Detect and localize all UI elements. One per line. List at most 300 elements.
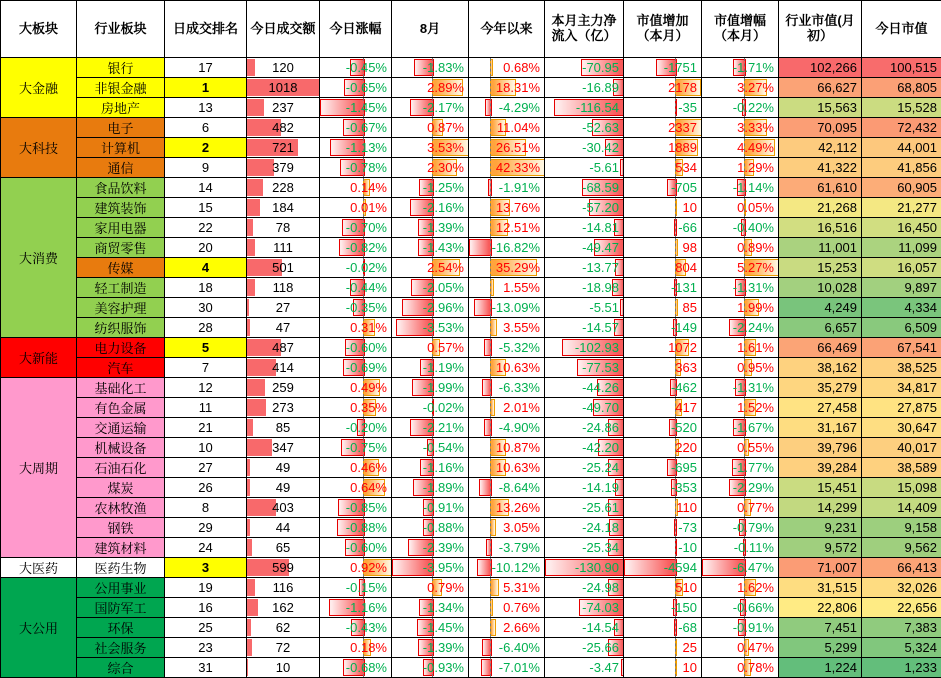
industry-cell[interactable]: 基础化工 bbox=[77, 378, 165, 398]
col-header-ytd-pct[interactable]: 今年以来 bbox=[469, 1, 545, 58]
mcap-today-cell[interactable] bbox=[862, 398, 941, 418]
mcap-today-cell[interactable] bbox=[862, 418, 941, 438]
ytd-pct-cell[interactable] bbox=[469, 438, 545, 458]
mcap-change-pct-cell[interactable] bbox=[702, 318, 779, 338]
industry-cell[interactable]: 银行 bbox=[77, 58, 165, 78]
volume-cell[interactable] bbox=[247, 318, 320, 338]
aug-pct-cell[interactable] bbox=[392, 58, 469, 78]
inflow-cell[interactable] bbox=[545, 158, 624, 178]
mcap-start-cell[interactable] bbox=[779, 158, 862, 178]
rank-cell[interactable]: 23 bbox=[165, 638, 247, 658]
inflow-cell[interactable] bbox=[545, 538, 624, 558]
ytd-pct-cell[interactable] bbox=[469, 318, 545, 338]
volume-cell[interactable] bbox=[247, 258, 320, 278]
inflow-cell[interactable] bbox=[545, 258, 624, 278]
ytd-pct-cell[interactable] bbox=[469, 518, 545, 538]
mcap-change-pct-cell[interactable] bbox=[702, 458, 779, 478]
inflow-cell[interactable] bbox=[545, 198, 624, 218]
mcap-today-cell[interactable] bbox=[862, 378, 941, 398]
ytd-pct-cell[interactable] bbox=[469, 398, 545, 418]
mcap-today-cell[interactable] bbox=[862, 458, 941, 478]
aug-pct-cell[interactable] bbox=[392, 458, 469, 478]
mcap-change-pct-cell[interactable] bbox=[702, 658, 779, 678]
volume-cell[interactable] bbox=[247, 418, 320, 438]
aug-pct-cell[interactable] bbox=[392, 178, 469, 198]
industry-cell[interactable]: 食品饮料 bbox=[77, 178, 165, 198]
volume-cell[interactable] bbox=[247, 278, 320, 298]
sector-cell[interactable]: 大金融 bbox=[1, 58, 77, 118]
mcap-change-cell[interactable] bbox=[624, 598, 702, 618]
today-pct-cell[interactable] bbox=[320, 518, 392, 538]
rank-cell[interactable]: 4 bbox=[165, 258, 247, 278]
mcap-change-cell[interactable] bbox=[624, 218, 702, 238]
ytd-pct-cell[interactable] bbox=[469, 198, 545, 218]
rank-cell[interactable]: 17 bbox=[165, 58, 247, 78]
industry-cell[interactable]: 计算机 bbox=[77, 138, 165, 158]
volume-cell[interactable] bbox=[247, 138, 320, 158]
ytd-pct-cell[interactable] bbox=[469, 498, 545, 518]
industry-cell[interactable]: 商贸零售 bbox=[77, 238, 165, 258]
today-pct-cell[interactable] bbox=[320, 598, 392, 618]
today-pct-cell[interactable] bbox=[320, 558, 392, 578]
today-pct-cell[interactable] bbox=[320, 378, 392, 398]
rank-cell[interactable]: 19 bbox=[165, 578, 247, 598]
industry-cell[interactable]: 机械设备 bbox=[77, 438, 165, 458]
rank-cell[interactable]: 28 bbox=[165, 318, 247, 338]
mcap-change-cell[interactable] bbox=[624, 98, 702, 118]
today-pct-cell[interactable] bbox=[320, 258, 392, 278]
mcap-start-cell[interactable] bbox=[779, 658, 862, 678]
mcap-change-cell[interactable] bbox=[624, 138, 702, 158]
aug-pct-cell[interactable] bbox=[392, 118, 469, 138]
mcap-today-cell[interactable] bbox=[862, 438, 941, 458]
aug-pct-cell[interactable] bbox=[392, 618, 469, 638]
volume-cell[interactable] bbox=[247, 358, 320, 378]
mcap-change-cell[interactable] bbox=[624, 298, 702, 318]
industry-cell[interactable]: 建筑材料 bbox=[77, 538, 165, 558]
sector-cell[interactable]: 大科技 bbox=[1, 118, 77, 178]
today-pct-cell[interactable] bbox=[320, 658, 392, 678]
mcap-change-cell[interactable] bbox=[624, 278, 702, 298]
mcap-start-cell[interactable] bbox=[779, 118, 862, 138]
aug-pct-cell[interactable] bbox=[392, 518, 469, 538]
mcap-change-cell[interactable] bbox=[624, 418, 702, 438]
mcap-change-cell[interactable] bbox=[624, 638, 702, 658]
ytd-pct-cell[interactable] bbox=[469, 358, 545, 378]
mcap-today-cell[interactable] bbox=[862, 278, 941, 298]
volume-cell[interactable] bbox=[247, 58, 320, 78]
today-pct-cell[interactable] bbox=[320, 498, 392, 518]
mcap-change-cell[interactable] bbox=[624, 238, 702, 258]
today-pct-cell[interactable] bbox=[320, 438, 392, 458]
industry-cell[interactable]: 房地产 bbox=[77, 98, 165, 118]
inflow-cell[interactable] bbox=[545, 578, 624, 598]
col-header-aug-pct[interactable]: 8月 bbox=[392, 1, 469, 58]
mcap-change-pct-cell[interactable] bbox=[702, 178, 779, 198]
volume-cell[interactable] bbox=[247, 98, 320, 118]
ytd-pct-cell[interactable] bbox=[469, 118, 545, 138]
mcap-start-cell[interactable] bbox=[779, 198, 862, 218]
inflow-cell[interactable] bbox=[545, 478, 624, 498]
inflow-cell[interactable] bbox=[545, 318, 624, 338]
rank-cell[interactable]: 10 bbox=[165, 438, 247, 458]
mcap-change-cell[interactable] bbox=[624, 438, 702, 458]
aug-pct-cell[interactable] bbox=[392, 378, 469, 398]
mcap-start-cell[interactable] bbox=[779, 138, 862, 158]
mcap-change-pct-cell[interactable] bbox=[702, 538, 779, 558]
mcap-change-pct-cell[interactable] bbox=[702, 418, 779, 438]
col-header-mcap-today[interactable]: 今日市值 bbox=[862, 1, 941, 58]
inflow-cell[interactable] bbox=[545, 598, 624, 618]
aug-pct-cell[interactable] bbox=[392, 538, 469, 558]
mcap-start-cell[interactable] bbox=[779, 58, 862, 78]
mcap-change-cell[interactable] bbox=[624, 538, 702, 558]
inflow-cell[interactable] bbox=[545, 238, 624, 258]
ytd-pct-cell[interactable] bbox=[469, 58, 545, 78]
mcap-today-cell[interactable] bbox=[862, 258, 941, 278]
inflow-cell[interactable] bbox=[545, 518, 624, 538]
today-pct-cell[interactable] bbox=[320, 298, 392, 318]
mcap-start-cell[interactable] bbox=[779, 578, 862, 598]
aug-pct-cell[interactable] bbox=[392, 318, 469, 338]
mcap-change-pct-cell[interactable] bbox=[702, 578, 779, 598]
rank-cell[interactable]: 3 bbox=[165, 558, 247, 578]
mcap-change-cell[interactable] bbox=[624, 58, 702, 78]
ytd-pct-cell[interactable] bbox=[469, 218, 545, 238]
mcap-change-cell[interactable] bbox=[624, 518, 702, 538]
col-header-rank[interactable]: 日成交排名 bbox=[165, 1, 247, 58]
mcap-today-cell[interactable] bbox=[862, 658, 941, 678]
aug-pct-cell[interactable] bbox=[392, 238, 469, 258]
rank-cell[interactable]: 20 bbox=[165, 238, 247, 258]
col-header-industry[interactable]: 行业板块 bbox=[77, 1, 165, 58]
mcap-change-pct-cell[interactable] bbox=[702, 258, 779, 278]
ytd-pct-cell[interactable] bbox=[469, 298, 545, 318]
industry-cell[interactable]: 汽车 bbox=[77, 358, 165, 378]
volume-cell[interactable] bbox=[247, 178, 320, 198]
col-header-mcap-change[interactable]: 市值增加（本月） bbox=[624, 1, 702, 58]
inflow-cell[interactable] bbox=[545, 498, 624, 518]
volume-cell[interactable] bbox=[247, 618, 320, 638]
ytd-pct-cell[interactable] bbox=[469, 378, 545, 398]
mcap-change-pct-cell[interactable] bbox=[702, 398, 779, 418]
aug-pct-cell[interactable] bbox=[392, 418, 469, 438]
mcap-change-cell[interactable] bbox=[624, 78, 702, 98]
mcap-start-cell[interactable] bbox=[779, 98, 862, 118]
today-pct-cell[interactable] bbox=[320, 358, 392, 378]
rank-cell[interactable]: 25 bbox=[165, 618, 247, 638]
rank-cell[interactable]: 12 bbox=[165, 378, 247, 398]
mcap-start-cell[interactable] bbox=[779, 78, 862, 98]
mcap-change-pct-cell[interactable] bbox=[702, 198, 779, 218]
mcap-today-cell[interactable] bbox=[862, 138, 941, 158]
mcap-change-pct-cell[interactable] bbox=[702, 638, 779, 658]
inflow-cell[interactable] bbox=[545, 218, 624, 238]
aug-pct-cell[interactable] bbox=[392, 478, 469, 498]
rank-cell[interactable]: 31 bbox=[165, 658, 247, 678]
inflow-cell[interactable] bbox=[545, 118, 624, 138]
aug-pct-cell[interactable] bbox=[392, 358, 469, 378]
ytd-pct-cell[interactable] bbox=[469, 158, 545, 178]
mcap-change-pct-cell[interactable] bbox=[702, 518, 779, 538]
mcap-start-cell[interactable] bbox=[779, 638, 862, 658]
aug-pct-cell[interactable] bbox=[392, 638, 469, 658]
ytd-pct-cell[interactable] bbox=[469, 138, 545, 158]
ytd-pct-cell[interactable] bbox=[469, 418, 545, 438]
today-pct-cell[interactable] bbox=[320, 578, 392, 598]
mcap-today-cell[interactable] bbox=[862, 118, 941, 138]
mcap-start-cell[interactable] bbox=[779, 618, 862, 638]
mcap-change-cell[interactable] bbox=[624, 618, 702, 638]
today-pct-cell[interactable] bbox=[320, 118, 392, 138]
mcap-start-cell[interactable] bbox=[779, 438, 862, 458]
aug-pct-cell[interactable] bbox=[392, 558, 469, 578]
inflow-cell[interactable] bbox=[545, 278, 624, 298]
volume-cell[interactable] bbox=[247, 238, 320, 258]
mcap-start-cell[interactable] bbox=[779, 538, 862, 558]
ytd-pct-cell[interactable] bbox=[469, 178, 545, 198]
today-pct-cell[interactable] bbox=[320, 398, 392, 418]
sector-cell[interactable]: 大消费 bbox=[1, 178, 77, 338]
mcap-start-cell[interactable] bbox=[779, 498, 862, 518]
aug-pct-cell[interactable] bbox=[392, 578, 469, 598]
aug-pct-cell[interactable] bbox=[392, 658, 469, 678]
today-pct-cell[interactable] bbox=[320, 318, 392, 338]
aug-pct-cell[interactable] bbox=[392, 598, 469, 618]
today-pct-cell[interactable] bbox=[320, 238, 392, 258]
ytd-pct-cell[interactable] bbox=[469, 478, 545, 498]
ytd-pct-cell[interactable] bbox=[469, 658, 545, 678]
volume-cell[interactable] bbox=[247, 298, 320, 318]
mcap-change-pct-cell[interactable] bbox=[702, 298, 779, 318]
today-pct-cell[interactable] bbox=[320, 338, 392, 358]
today-pct-cell[interactable] bbox=[320, 478, 392, 498]
mcap-change-pct-cell[interactable] bbox=[702, 598, 779, 618]
volume-cell[interactable] bbox=[247, 378, 320, 398]
mcap-start-cell[interactable] bbox=[779, 598, 862, 618]
mcap-today-cell[interactable] bbox=[862, 198, 941, 218]
industry-cell[interactable]: 公用事业 bbox=[77, 578, 165, 598]
mcap-change-cell[interactable] bbox=[624, 378, 702, 398]
volume-cell[interactable] bbox=[247, 438, 320, 458]
today-pct-cell[interactable] bbox=[320, 158, 392, 178]
volume-cell[interactable] bbox=[247, 478, 320, 498]
today-pct-cell[interactable] bbox=[320, 418, 392, 438]
today-pct-cell[interactable] bbox=[320, 198, 392, 218]
mcap-change-pct-cell[interactable] bbox=[702, 338, 779, 358]
mcap-today-cell[interactable] bbox=[862, 538, 941, 558]
volume-cell[interactable] bbox=[247, 558, 320, 578]
mcap-change-pct-cell[interactable] bbox=[702, 118, 779, 138]
mcap-change-pct-cell[interactable] bbox=[702, 138, 779, 158]
ytd-pct-cell[interactable] bbox=[469, 618, 545, 638]
aug-pct-cell[interactable] bbox=[392, 218, 469, 238]
mcap-today-cell[interactable] bbox=[862, 298, 941, 318]
inflow-cell[interactable] bbox=[545, 658, 624, 678]
aug-pct-cell[interactable] bbox=[392, 298, 469, 318]
mcap-today-cell[interactable] bbox=[862, 358, 941, 378]
mcap-start-cell[interactable] bbox=[779, 338, 862, 358]
inflow-cell[interactable] bbox=[545, 618, 624, 638]
industry-cell[interactable]: 电力设备 bbox=[77, 338, 165, 358]
aug-pct-cell[interactable] bbox=[392, 158, 469, 178]
today-pct-cell[interactable] bbox=[320, 78, 392, 98]
today-pct-cell[interactable] bbox=[320, 458, 392, 478]
rank-cell[interactable]: 8 bbox=[165, 498, 247, 518]
mcap-change-cell[interactable] bbox=[624, 558, 702, 578]
today-pct-cell[interactable] bbox=[320, 98, 392, 118]
industry-cell[interactable]: 社会服务 bbox=[77, 638, 165, 658]
ytd-pct-cell[interactable] bbox=[469, 78, 545, 98]
volume-cell[interactable] bbox=[247, 338, 320, 358]
aug-pct-cell[interactable] bbox=[392, 278, 469, 298]
mcap-start-cell[interactable] bbox=[779, 558, 862, 578]
industry-cell[interactable]: 美容护理 bbox=[77, 298, 165, 318]
mcap-change-cell[interactable] bbox=[624, 358, 702, 378]
rank-cell[interactable]: 6 bbox=[165, 118, 247, 138]
mcap-change-cell[interactable] bbox=[624, 178, 702, 198]
today-pct-cell[interactable] bbox=[320, 178, 392, 198]
mcap-start-cell[interactable] bbox=[779, 458, 862, 478]
mcap-change-pct-cell[interactable] bbox=[702, 98, 779, 118]
industry-cell[interactable]: 纺织服饰 bbox=[77, 318, 165, 338]
today-pct-cell[interactable] bbox=[320, 278, 392, 298]
ytd-pct-cell[interactable] bbox=[469, 638, 545, 658]
mcap-change-pct-cell[interactable] bbox=[702, 278, 779, 298]
mcap-change-cell[interactable] bbox=[624, 118, 702, 138]
mcap-change-cell[interactable] bbox=[624, 158, 702, 178]
rank-cell[interactable]: 2 bbox=[165, 138, 247, 158]
col-header-mcap-start[interactable]: 行业市值(月初） bbox=[779, 1, 862, 58]
aug-pct-cell[interactable] bbox=[392, 98, 469, 118]
ytd-pct-cell[interactable] bbox=[469, 278, 545, 298]
rank-cell[interactable]: 1 bbox=[165, 78, 247, 98]
aug-pct-cell[interactable] bbox=[392, 78, 469, 98]
inflow-cell[interactable] bbox=[545, 178, 624, 198]
industry-cell[interactable]: 国防军工 bbox=[77, 598, 165, 618]
mcap-change-pct-cell[interactable] bbox=[702, 238, 779, 258]
ytd-pct-cell[interactable] bbox=[469, 558, 545, 578]
mcap-change-pct-cell[interactable] bbox=[702, 218, 779, 238]
today-pct-cell[interactable] bbox=[320, 638, 392, 658]
volume-cell[interactable] bbox=[247, 538, 320, 558]
volume-cell[interactable] bbox=[247, 498, 320, 518]
sector-cell[interactable]: 大新能 bbox=[1, 338, 77, 378]
mcap-start-cell[interactable] bbox=[779, 398, 862, 418]
mcap-change-pct-cell[interactable] bbox=[702, 58, 779, 78]
inflow-cell[interactable] bbox=[545, 338, 624, 358]
volume-cell[interactable] bbox=[247, 578, 320, 598]
mcap-today-cell[interactable] bbox=[862, 578, 941, 598]
inflow-cell[interactable] bbox=[545, 458, 624, 478]
aug-pct-cell[interactable] bbox=[392, 438, 469, 458]
inflow-cell[interactable] bbox=[545, 298, 624, 318]
mcap-change-cell[interactable] bbox=[624, 398, 702, 418]
volume-cell[interactable] bbox=[247, 118, 320, 138]
today-pct-cell[interactable] bbox=[320, 138, 392, 158]
inflow-cell[interactable] bbox=[545, 378, 624, 398]
mcap-change-pct-cell[interactable] bbox=[702, 78, 779, 98]
mcap-change-cell[interactable] bbox=[624, 198, 702, 218]
rank-cell[interactable]: 13 bbox=[165, 98, 247, 118]
volume-cell[interactable] bbox=[247, 598, 320, 618]
mcap-today-cell[interactable] bbox=[862, 78, 941, 98]
today-pct-cell[interactable] bbox=[320, 218, 392, 238]
industry-cell[interactable]: 农林牧渔 bbox=[77, 498, 165, 518]
aug-pct-cell[interactable] bbox=[392, 338, 469, 358]
mcap-today-cell[interactable] bbox=[862, 218, 941, 238]
mcap-start-cell[interactable] bbox=[779, 178, 862, 198]
volume-cell[interactable] bbox=[247, 158, 320, 178]
mcap-change-cell[interactable] bbox=[624, 498, 702, 518]
aug-pct-cell[interactable] bbox=[392, 198, 469, 218]
ytd-pct-cell[interactable] bbox=[469, 578, 545, 598]
rank-cell[interactable]: 5 bbox=[165, 338, 247, 358]
rank-cell[interactable]: 27 bbox=[165, 458, 247, 478]
industry-cell[interactable]: 轻工制造 bbox=[77, 278, 165, 298]
mcap-change-pct-cell[interactable] bbox=[702, 558, 779, 578]
mcap-change-cell[interactable] bbox=[624, 338, 702, 358]
rank-cell[interactable]: 9 bbox=[165, 158, 247, 178]
mcap-today-cell[interactable] bbox=[862, 58, 941, 78]
inflow-cell[interactable] bbox=[545, 558, 624, 578]
mcap-start-cell[interactable] bbox=[779, 318, 862, 338]
mcap-today-cell[interactable] bbox=[862, 558, 941, 578]
mcap-start-cell[interactable] bbox=[779, 238, 862, 258]
industry-cell[interactable]: 电子 bbox=[77, 118, 165, 138]
mcap-change-cell[interactable] bbox=[624, 458, 702, 478]
mcap-today-cell[interactable] bbox=[862, 598, 941, 618]
rank-cell[interactable]: 24 bbox=[165, 538, 247, 558]
mcap-change-pct-cell[interactable] bbox=[702, 158, 779, 178]
rank-cell[interactable]: 18 bbox=[165, 278, 247, 298]
rank-cell[interactable]: 11 bbox=[165, 398, 247, 418]
mcap-today-cell[interactable] bbox=[862, 498, 941, 518]
volume-cell[interactable] bbox=[247, 658, 320, 678]
col-header-mcap-change-pct[interactable]: 市值增幅（本月） bbox=[702, 1, 779, 58]
mcap-change-cell[interactable] bbox=[624, 478, 702, 498]
volume-cell[interactable] bbox=[247, 78, 320, 98]
mcap-start-cell[interactable] bbox=[779, 298, 862, 318]
mcap-start-cell[interactable] bbox=[779, 358, 862, 378]
ytd-pct-cell[interactable] bbox=[469, 538, 545, 558]
today-pct-cell[interactable] bbox=[320, 58, 392, 78]
inflow-cell[interactable] bbox=[545, 418, 624, 438]
today-pct-cell[interactable] bbox=[320, 618, 392, 638]
rank-cell[interactable]: 15 bbox=[165, 198, 247, 218]
col-header-volume[interactable]: 今日成交额 bbox=[247, 1, 320, 58]
ytd-pct-cell[interactable] bbox=[469, 598, 545, 618]
col-header-sector[interactable]: 大板块 bbox=[1, 1, 77, 58]
mcap-change-pct-cell[interactable] bbox=[702, 498, 779, 518]
inflow-cell[interactable] bbox=[545, 58, 624, 78]
industry-cell[interactable]: 有色金属 bbox=[77, 398, 165, 418]
ytd-pct-cell[interactable] bbox=[469, 458, 545, 478]
mcap-today-cell[interactable] bbox=[862, 238, 941, 258]
industry-cell[interactable]: 家用电器 bbox=[77, 218, 165, 238]
ytd-pct-cell[interactable] bbox=[469, 98, 545, 118]
ytd-pct-cell[interactable] bbox=[469, 338, 545, 358]
rank-cell[interactable]: 16 bbox=[165, 598, 247, 618]
mcap-change-pct-cell[interactable] bbox=[702, 438, 779, 458]
aug-pct-cell[interactable] bbox=[392, 498, 469, 518]
mcap-today-cell[interactable] bbox=[862, 158, 941, 178]
rank-cell[interactable]: 30 bbox=[165, 298, 247, 318]
mcap-today-cell[interactable] bbox=[862, 638, 941, 658]
inflow-cell[interactable] bbox=[545, 438, 624, 458]
mcap-change-pct-cell[interactable] bbox=[702, 378, 779, 398]
today-pct-cell[interactable] bbox=[320, 538, 392, 558]
